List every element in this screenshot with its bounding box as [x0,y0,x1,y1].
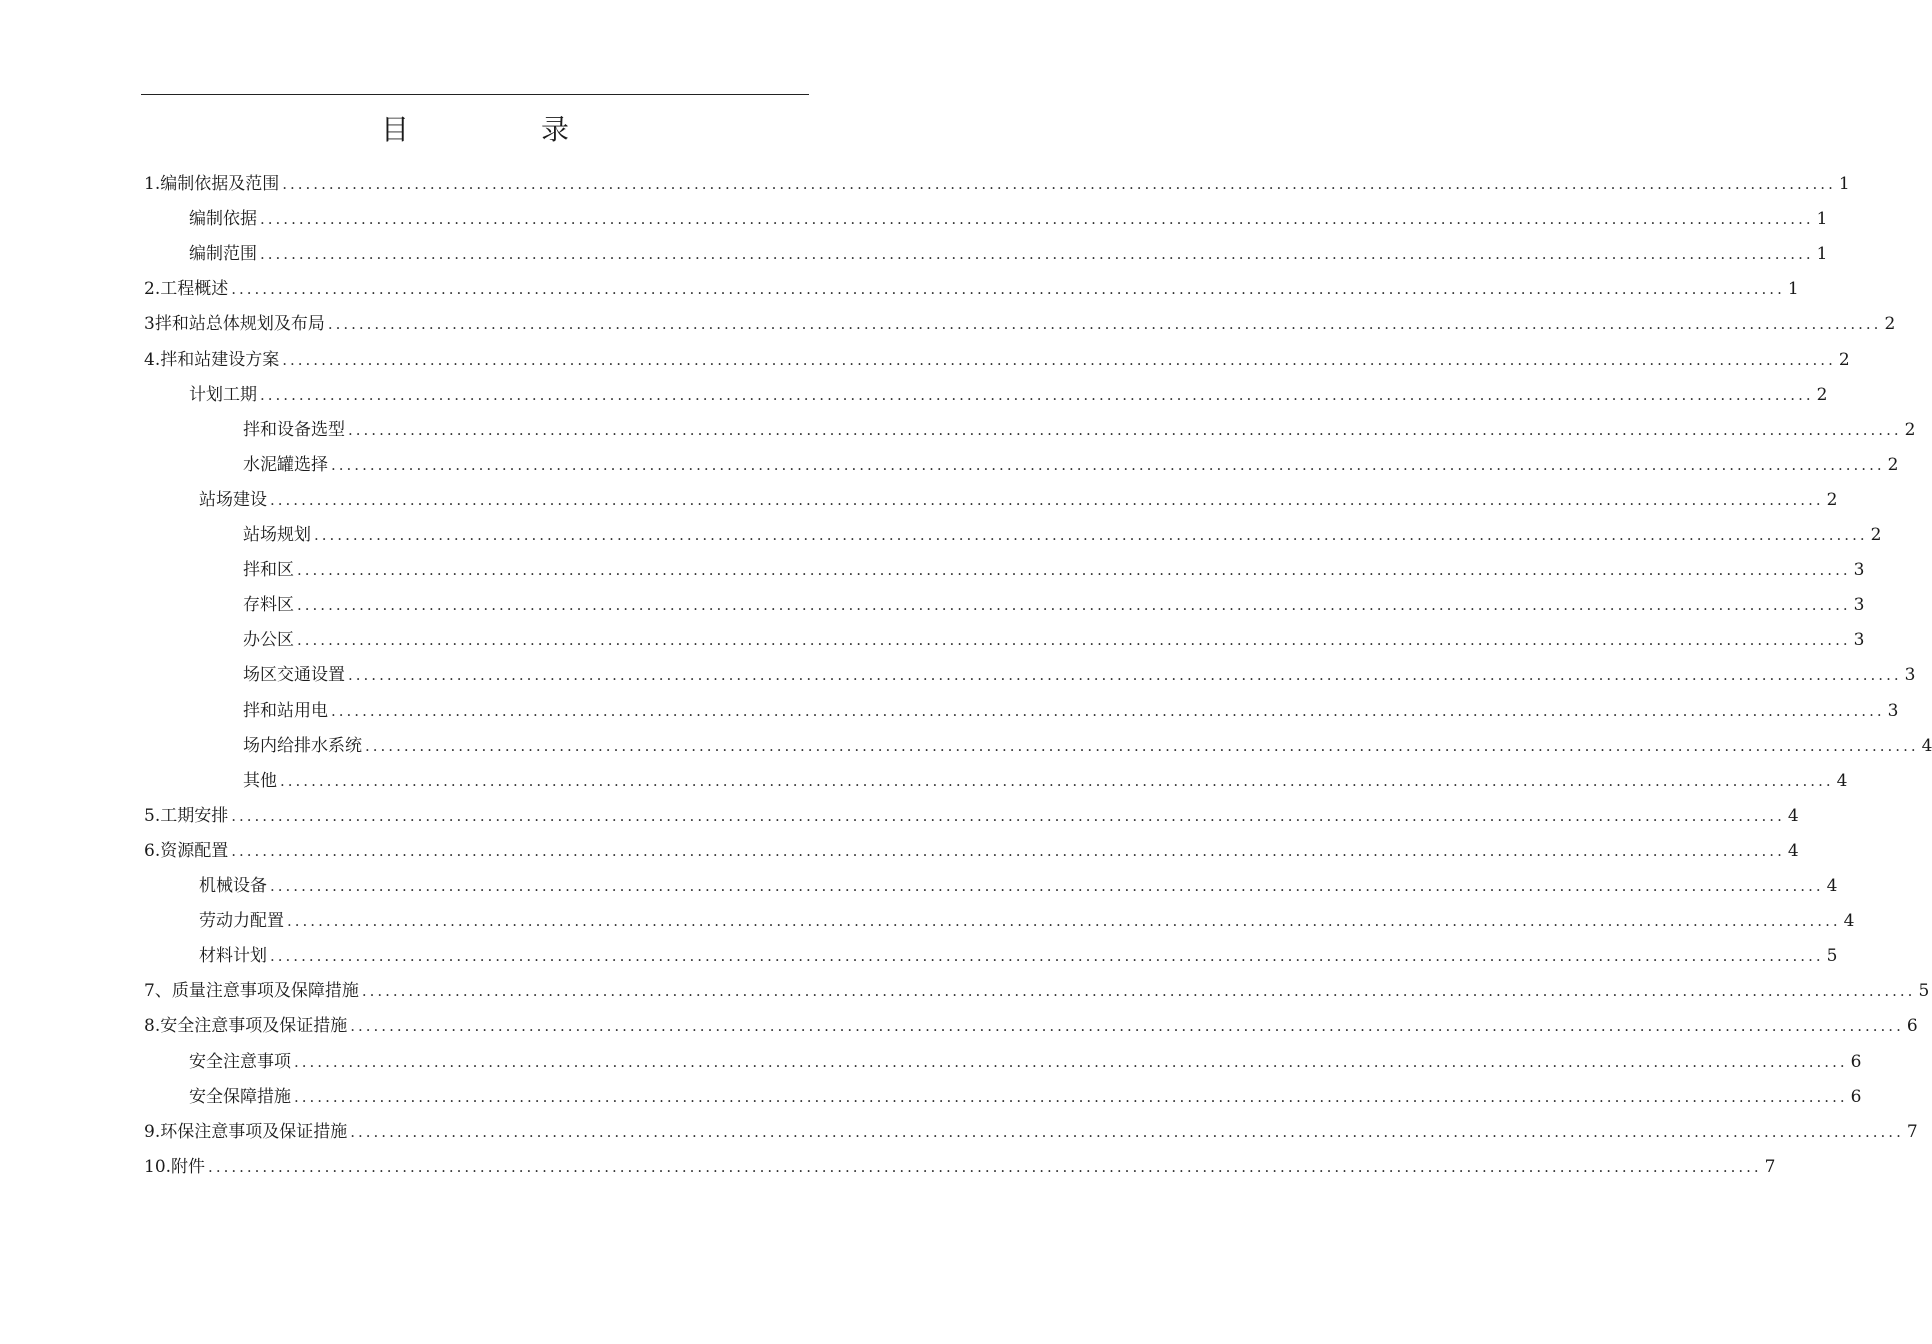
toc-entry-label: 8.安全注意事项及保证措施 [144,1016,348,1037]
toc-entry-page-number: 5 [1826,946,1838,967]
toc-entry-page-number: 4 [1787,840,1799,861]
toc-entry[interactable] [199,904,1855,939]
toc-entry-page-number: 3 [1904,665,1916,686]
toc-entry-page-number: 7 [1764,1156,1776,1177]
toc-leader-dots: ........................................................................................................................................................................................................ [348,420,1902,439]
toc-entry-page-number: 2 [1887,454,1899,475]
toc-entry-label: 其他 [243,770,277,791]
toc-entry[interactable] [243,413,1916,448]
toc-entry-label: 站场规划 [243,525,311,545]
toc-entry-page-number: 5 [1918,981,1930,1002]
toc-entry-label: 站场建设 [199,489,267,510]
toc-entry-page-number: 2 [1884,314,1896,335]
toc-leader-dots: ........................................................................................................................................................................................................ [282,350,1836,369]
toc-entry[interactable] [189,202,1828,237]
toc-entry-page-number: 3 [1853,595,1865,616]
toc-leader-dots: ........................................................................................................................................................................................................ [260,385,1814,404]
toc-leader-dots: ........................................................................................................................................................................................................ [361,982,1916,1001]
toc-leader-dots: ........................................................................................................................................................................................................ [327,315,1882,334]
toc-entry-label: 材料计划 [199,946,267,967]
toc-entry-page-number: 6 [1850,1051,1862,1072]
toc-leader-dots: ........................................................................................................................................................................................................ [270,877,1824,895]
toc-entry-page-number: 2 [1816,384,1828,405]
toc-entry[interactable] [144,272,1799,307]
toc-leader-dots: ........................................................................................................................................................................................................ [260,245,1814,264]
toc-entry[interactable] [243,518,1882,553]
toc-entry[interactable] [189,378,1828,413]
toc-leader-dots: ........................................................................................................................................................................................................ [270,490,1824,509]
toc-entry[interactable] [144,307,1896,342]
toc-entry[interactable] [144,167,1850,202]
toc-entry-page-number: 7 [1906,1121,1918,1142]
toc-entry-label: 安全注意事项 [189,1051,291,1072]
toc-entry[interactable] [189,1045,1862,1080]
toc-entry[interactable] [189,1080,1862,1115]
toc-entry-label: 7、质量注意事项及保障措施 [144,981,359,1002]
toc-leader-dots: ........................................................................................................................................................................................................ [270,947,1824,966]
toc-leader-dots: ........................................................................................................................................................................................................ [331,455,1885,474]
toc-leader-dots: ........................................................................................................................................................................................................ [331,701,1885,720]
toc-leader-dots: ........................................................................................................................................................................................................ [314,526,1868,544]
toc-entry-label: 办公区 [243,630,294,651]
toc-entry-page-number: 2 [1826,489,1838,510]
toc-entry-label: 安全保障措施 [189,1086,291,1107]
toc-entry[interactable] [199,869,1838,904]
toc-leader-dots: ........................................................................................................................................................................................................ [294,1087,1848,1106]
toc-entry-label: 水泥罐选择 [243,454,328,475]
toc-entry-page-number: 3 [1853,630,1865,651]
toc-entry-label: 9.环保注意事项及保证措施 [144,1121,348,1142]
toc-leader-dots: ........................................................................................................................................................................................................ [280,771,1834,790]
toc-entry-label: 编制依据 [189,209,257,230]
toc-entry[interactable] [243,729,1932,764]
toc-entry[interactable] [243,658,1916,693]
toc-entry-label: 场区交通设置 [243,665,345,686]
toc-entry[interactable] [144,343,1850,378]
toc-entry-label: 存料区 [243,595,294,616]
toc-leader-dots: ........................................................................................................................................................................................................ [260,210,1814,229]
toc-entry-page-number: 4 [1787,805,1799,826]
toc-entry-page-number: 2 [1838,349,1850,370]
toc-leader-dots: ........................................................................................................................................................................................................ [294,1052,1848,1071]
toc-entry-label: 1.编制依据及范围 [144,174,280,194]
toc-entry-label: 4.拌和站建设方案 [144,349,280,370]
toc-entry[interactable] [144,1150,1776,1185]
toc-entry-label: 机械设备 [199,876,267,896]
toc-entry[interactable] [144,1115,1918,1150]
toc-entry-label: 5.工期安排 [144,805,229,826]
page-title: 目 录 [380,113,621,146]
toc-entry-label: 6.资源配置 [144,840,229,861]
toc-entry-page-number: 4 [1921,735,1932,756]
toc-entry-page-number: 1 [1816,209,1828,230]
toc-entry-page-number: 3 [1887,700,1899,721]
toc-entry-label: 编制范围 [189,244,257,265]
toc-entry-label: 10.附件 [144,1156,206,1177]
toc-leader-dots: ........................................................................................................................................................................................................ [350,1122,1904,1141]
toc-leader-dots: ........................................................................................................................................................................................................ [287,912,1841,931]
toc-entry[interactable] [199,939,1838,974]
toc-entry-page-number: 4 [1843,911,1855,932]
toc-entry[interactable] [243,623,1865,658]
toc-leader-dots: ........................................................................................................................................................................................................ [297,596,1851,615]
toc-entry[interactable] [144,834,1799,869]
toc-leader-dots: ........................................................................................................................................................................................................ [231,280,1785,299]
toc-entry-page-number: 1 [1816,244,1828,265]
toc-leader-dots: ........................................................................................................................................................................................................ [297,631,1851,650]
toc-entry-label: 拌和区 [243,560,294,581]
toc-entry[interactable] [243,694,1899,729]
toc-entry-page-number: 4 [1826,876,1838,896]
toc-leader-dots: ........................................................................................................................................................................................................ [297,561,1851,580]
toc-entry[interactable] [243,448,1899,483]
toc-entry-label: 拌和站用电 [243,700,328,721]
toc-entry[interactable] [144,799,1799,834]
toc-entry-label: 劳动力配置 [199,911,284,932]
toc-leader-dots: ........................................................................................................................................................................................................ [365,736,1919,755]
toc-entry-page-number: 6 [1906,1016,1918,1037]
toc-entry[interactable] [243,764,1848,799]
toc-entry-page-number: 3 [1853,560,1865,581]
toc-leader-dots: ........................................................................................................................................................................................................ [350,1017,1904,1036]
toc-entry-label: 场内给排水系统 [243,735,362,756]
toc-leader-dots: ........................................................................................................................................................................................................ [208,1157,1762,1176]
toc-entry-page-number: 2 [1904,419,1916,440]
toc-leader-dots: ........................................................................................................................................................................................................ [282,175,1836,193]
toc-entry-page-number: 1 [1838,174,1850,194]
toc-entry[interactable] [144,974,1930,1009]
toc-entry[interactable] [199,483,1838,518]
toc-entry-label: 计划工期 [189,384,257,405]
toc-entry-page-number: 6 [1850,1086,1862,1107]
toc-entry-label: 拌和设备选型 [243,419,345,440]
toc-entry-label: 2.工程概述 [144,279,229,300]
toc-entry-page-number: 1 [1787,279,1799,300]
toc-entry[interactable] [189,237,1828,272]
toc-leader-dots: ........................................................................................................................................................................................................ [231,841,1785,860]
toc-entry-page-number: 4 [1836,770,1848,791]
toc-entry[interactable] [144,1009,1918,1044]
toc-entry-page-number: 2 [1870,525,1882,545]
toc-entry[interactable] [243,553,1865,588]
toc-entry-label: 3拌和站总体规划及布局 [144,314,325,335]
toc-entry[interactable] [243,588,1865,623]
header-rule [141,94,809,95]
toc-leader-dots: ........................................................................................................................................................................................................ [348,666,1902,685]
toc-leader-dots: ........................................................................................................................................................................................................ [231,806,1785,825]
